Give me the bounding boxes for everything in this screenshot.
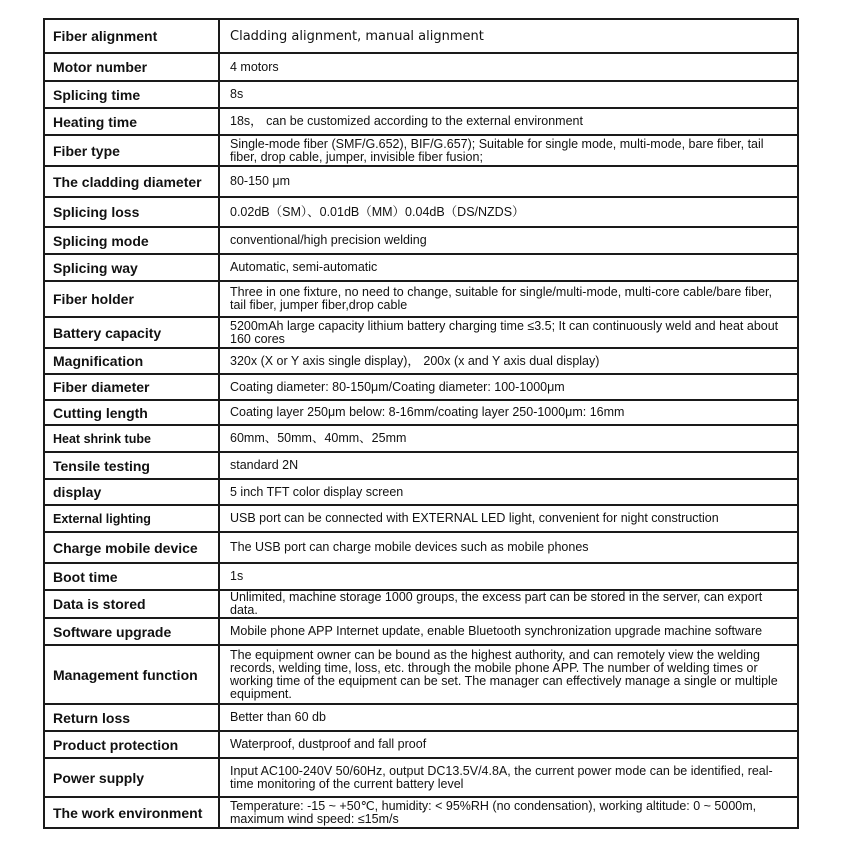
spec-value: 18s， can be customized according to the external environment <box>219 108 798 135</box>
spec-value: Coating diameter: 80-150μm/Coating diameter: 100-1000μm <box>219 374 798 400</box>
table-row <box>44 317 798 348</box>
spec-value: Input AC100-240V 50/60Hz, output DC13.5V/4.8A, the current power mode can be identified, real-time monitoring of the current battery level <box>219 758 798 797</box>
table-row <box>44 19 798 53</box>
table-row <box>44 400 798 425</box>
table-row <box>44 731 798 758</box>
spec-label: The cladding diameter <box>44 166 219 197</box>
spec-label: Splicing loss <box>44 197 219 227</box>
spec-value: 60mm、50mm、40mm、25mm <box>219 425 798 452</box>
spec-label: Data is stored <box>44 590 219 618</box>
spec-label: Splicing way <box>44 254 219 281</box>
spec-value: USB port can be connected with EXTERNAL LED light, convenient for night construction <box>219 505 798 532</box>
spec-label: Fiber holder <box>44 281 219 317</box>
table-row <box>44 645 798 704</box>
spec-label: display <box>44 479 219 505</box>
spec-label: The work environment <box>44 797 219 828</box>
spec-value: Automatic, semi-automatic <box>219 254 798 281</box>
table-row <box>44 425 798 452</box>
spec-value: Mobile phone APP Internet update, enable Bluetooth synchronization upgrade machine software <box>219 618 798 645</box>
spec-label: Charge mobile device <box>44 532 219 563</box>
spec-label: Product protection <box>44 731 219 758</box>
spec-label: Tensile testing <box>44 452 219 479</box>
table-row <box>44 532 798 563</box>
spec-value: 5200mAh large capacity lithium battery charging time ≤3.5; It can continuously weld and heat about 160 cores <box>219 317 798 348</box>
spec-value: Temperature: -15 ~ +50℃, humidity: < 95%RH (no condensation), working altitude: 0 ~ 5000m, maximum wind speed: ≤15m/s <box>219 797 798 828</box>
table-row <box>44 135 798 166</box>
spec-value: 5 inch TFT color display screen <box>219 479 798 505</box>
spec-label: Cutting length <box>44 400 219 425</box>
spec-label: Splicing time <box>44 81 219 108</box>
table-row <box>44 281 798 317</box>
table-row <box>44 254 798 281</box>
table-row <box>44 505 798 532</box>
table-row <box>44 618 798 645</box>
spec-label: Fiber diameter <box>44 374 219 400</box>
spec-label: Software upgrade <box>44 618 219 645</box>
table-row <box>44 197 798 227</box>
table-row <box>44 348 798 374</box>
spec-label: Motor number <box>44 53 219 81</box>
table-row <box>44 108 798 135</box>
table-row <box>44 758 798 797</box>
spec-value: Better than 60 db <box>219 704 798 731</box>
table-row <box>44 590 798 618</box>
table-row <box>44 563 798 590</box>
spec-value: Waterproof, dustproof and fall proof <box>219 731 798 758</box>
spec-label: Magnification <box>44 348 219 374</box>
spec-value: Cladding alignment, manual alignment <box>219 19 798 53</box>
spec-label: Heating time <box>44 108 219 135</box>
table-row <box>44 479 798 505</box>
table-row <box>44 53 798 81</box>
spec-label: Battery capacity <box>44 317 219 348</box>
table-row <box>44 227 798 254</box>
spec-label: Power supply <box>44 758 219 797</box>
table-row <box>44 374 798 400</box>
spec-value: 80-150 μm <box>219 166 798 197</box>
table-row <box>44 704 798 731</box>
spec-value: standard 2N <box>219 452 798 479</box>
spec-value: conventional/high precision welding <box>219 227 798 254</box>
table-row <box>44 797 798 828</box>
spec-value: 320x (X or Y axis single display)， 200x (x and Y axis dual display) <box>219 348 798 374</box>
spec-label: Boot time <box>44 563 219 590</box>
table-row <box>44 81 798 108</box>
specifications-table <box>43 18 799 829</box>
spec-value: Three in one fixture, no need to change, suitable for single/multi-mode, multi-core cable/bare fiber, tail fiber, jumper fiber,drop cable <box>219 281 798 317</box>
table-row <box>44 166 798 197</box>
spec-label: Fiber alignment <box>44 19 219 53</box>
spec-label: Management function <box>44 645 219 704</box>
spec-value: Single-mode fiber (SMF/G.652), BIF/G.657); Suitable for single mode, multi-mode, bare fiber, tail fiber, drop cable, jumper, invisible fiber fusion; <box>219 135 798 166</box>
spec-value: 4 motors <box>219 53 798 81</box>
spec-value: Coating layer 250μm below: 8-16mm/coating layer 250-1000μm: 16mm <box>219 400 798 425</box>
spec-value: 8s <box>219 81 798 108</box>
spec-label: Splicing mode <box>44 227 219 254</box>
spec-value: The equipment owner can be bound as the highest authority, and can remotely view the welding records, welding time, loss, etc. through the mobile phone APP. The number of welding times or working time of the equipment can be set. The manager can effectively manage a single or multiple equipment. <box>219 645 798 704</box>
table-row <box>44 452 798 479</box>
spec-value: The USB port can charge mobile devices such as mobile phones <box>219 532 798 563</box>
spec-label: Heat shrink tube <box>44 425 219 452</box>
spec-value: 1s <box>219 563 798 590</box>
spec-label: Return loss <box>44 704 219 731</box>
spec-value: Unlimited, machine storage 1000 groups, the excess part can be stored in the server, can export data. <box>219 590 798 618</box>
spec-label: External lighting <box>44 505 219 532</box>
spec-value: 0.02dB（SM）、0.01dB（MM）0.04dB（DS/NZDS） <box>219 197 798 227</box>
spec-label: Fiber type <box>44 135 219 166</box>
